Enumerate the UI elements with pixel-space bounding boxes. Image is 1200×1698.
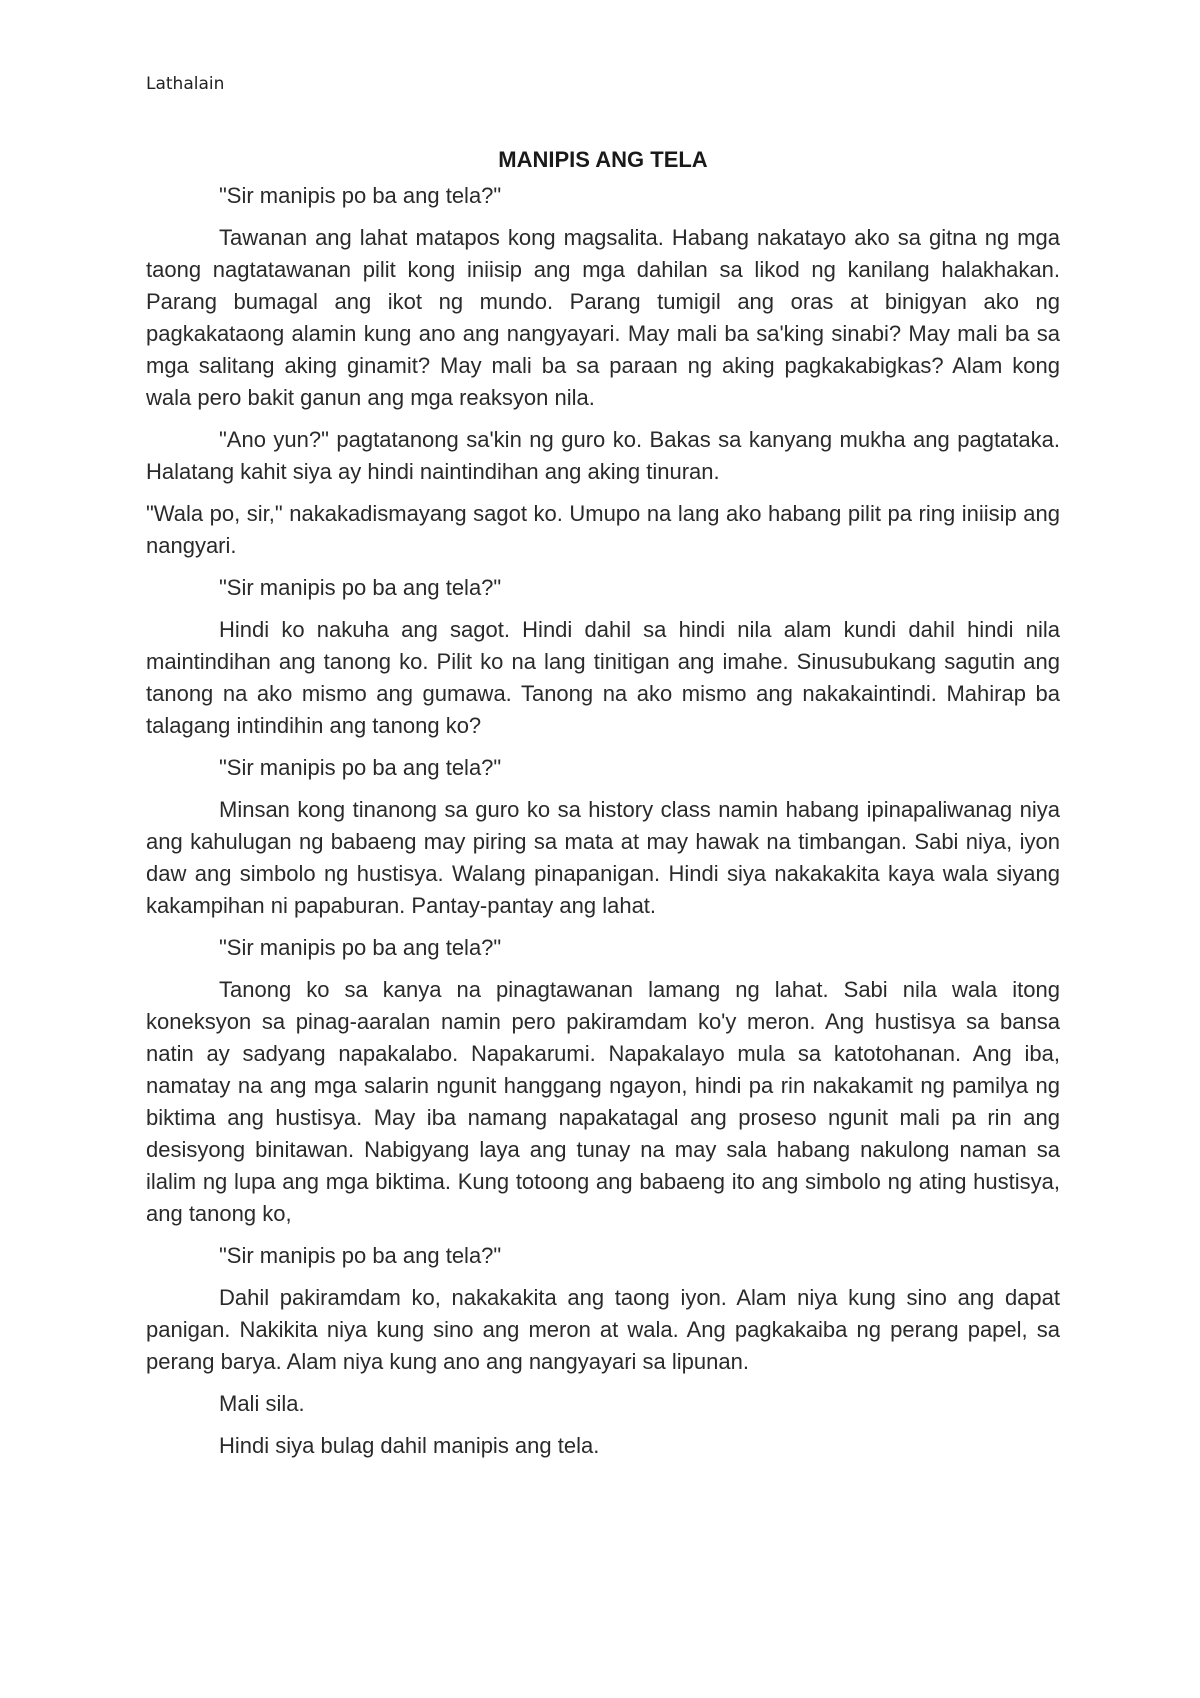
paragraph: "Sir manipis po ba ang tela?" — [219, 935, 502, 960]
paragraph: "Sir manipis po ba ang tela?" — [219, 183, 502, 208]
paragraph: "Sir manipis po ba ang tela?" — [219, 1243, 502, 1268]
section-label: Lathalain — [146, 74, 225, 94]
paragraph: Tawanan ang lahat matapos kong magsalita. Habang nakatayo ako sa gitna ng mga taong nagtatawanan pilit kong iniisip ang mga dahilan sa likod ng kanilang halakhakan. Parang bumagal ang ikot ng mundo. Parang tumigil ang oras at binigyan ako ng pagkakataong alamin kung ano ang nangyayari. May mali ba sa'king sinabi? May mali ba sa mga salitang aking ginamit? May mali ba sa paraan ng aking pagkakabigkas? Alam kong wala pero bakit ganun ang mga reaksyon nila. — [146, 225, 1060, 410]
document-body — [146, 144, 1060, 1472]
paragraph: Tanong ko sa kanya na pinagtawanan lamang ng lahat. Sabi nila wala itong koneksyon sa pinag-aaralan namin pero pakiramdam ko'y meron. Ang hustisya sa bansa natin ay sadyang napakalabo. Napakarumi. Napakalayo mula sa katotohanan. Ang iba, namatay na ang mga salarin ngunit hanggang ngayon, hindi pa rin nakakamit ng pamilya ng biktima ang hustisya. May iba namang napakatagal ang proseso ngunit mali pa rin ang desisyong binitawan. Nabigyang laya ang tunay na may sala habang nakulong naman sa ilalim ng lupa ang mga biktima. Kung totoong ang babaeng ito ang simbolo ng ating hustisya, ang tanong ko, — [146, 977, 1060, 1226]
paragraph: "Wala po, sir," nakakadismayang sagot ko. Umupo na lang ako habang pilit pa ring iniisip ang nangyari. — [146, 501, 1060, 558]
paragraph: Hindi ko nakuha ang sagot. Hindi dahil sa hindi nila alam kundi dahil hindi nila maintindihan ang tanong ko. Pilit ko na lang tinitigan ang imahe. Sinusubukang sagutin ang tanong na ako mismo ang gumawa. Tanong na ako mismo ang nakakaintindi. Mahirap ba talagang intindihin ang tanong ko? — [146, 617, 1060, 738]
paragraph: "Sir manipis po ba ang tela?" — [219, 755, 502, 780]
document-title: MANIPIS ANG TELA — [498, 147, 708, 172]
paragraph: Mali sila. — [219, 1391, 305, 1416]
paragraph: Dahil pakiramdam ko, nakakakita ang taong iyon. Alam niya kung sino ang dapat panigan. Nakikita niya kung sino ang meron at wala. Ang pagkakaiba ng perang papel, sa perang barya. Alam niya kung ano ang nangyayari sa lipunan. — [146, 1285, 1060, 1374]
paragraph: "Ano yun?" pagtatanong sa'kin ng guro ko. Bakas sa kanyang mukha ang pagtataka. Halatang kahit siya ay hindi naintindihan ang aking tinuran. — [146, 427, 1060, 484]
paragraph: "Sir manipis po ba ang tela?" — [219, 575, 502, 600]
paragraph: Minsan kong tinanong sa guro ko sa history class namin habang ipinapaliwanag niya ang kahulugan ng babaeng may piring sa mata at may hawak na timbangan. Sabi niya, iyon daw ang simbolo ng hustisya. Walang pinapanigan. Hindi siya nakakakita kaya wala siyang kakampihan ni papaburan. Pantay-pantay ang lahat. — [146, 797, 1060, 918]
paragraph: Hindi siya bulag dahil manipis ang tela. — [219, 1433, 600, 1458]
